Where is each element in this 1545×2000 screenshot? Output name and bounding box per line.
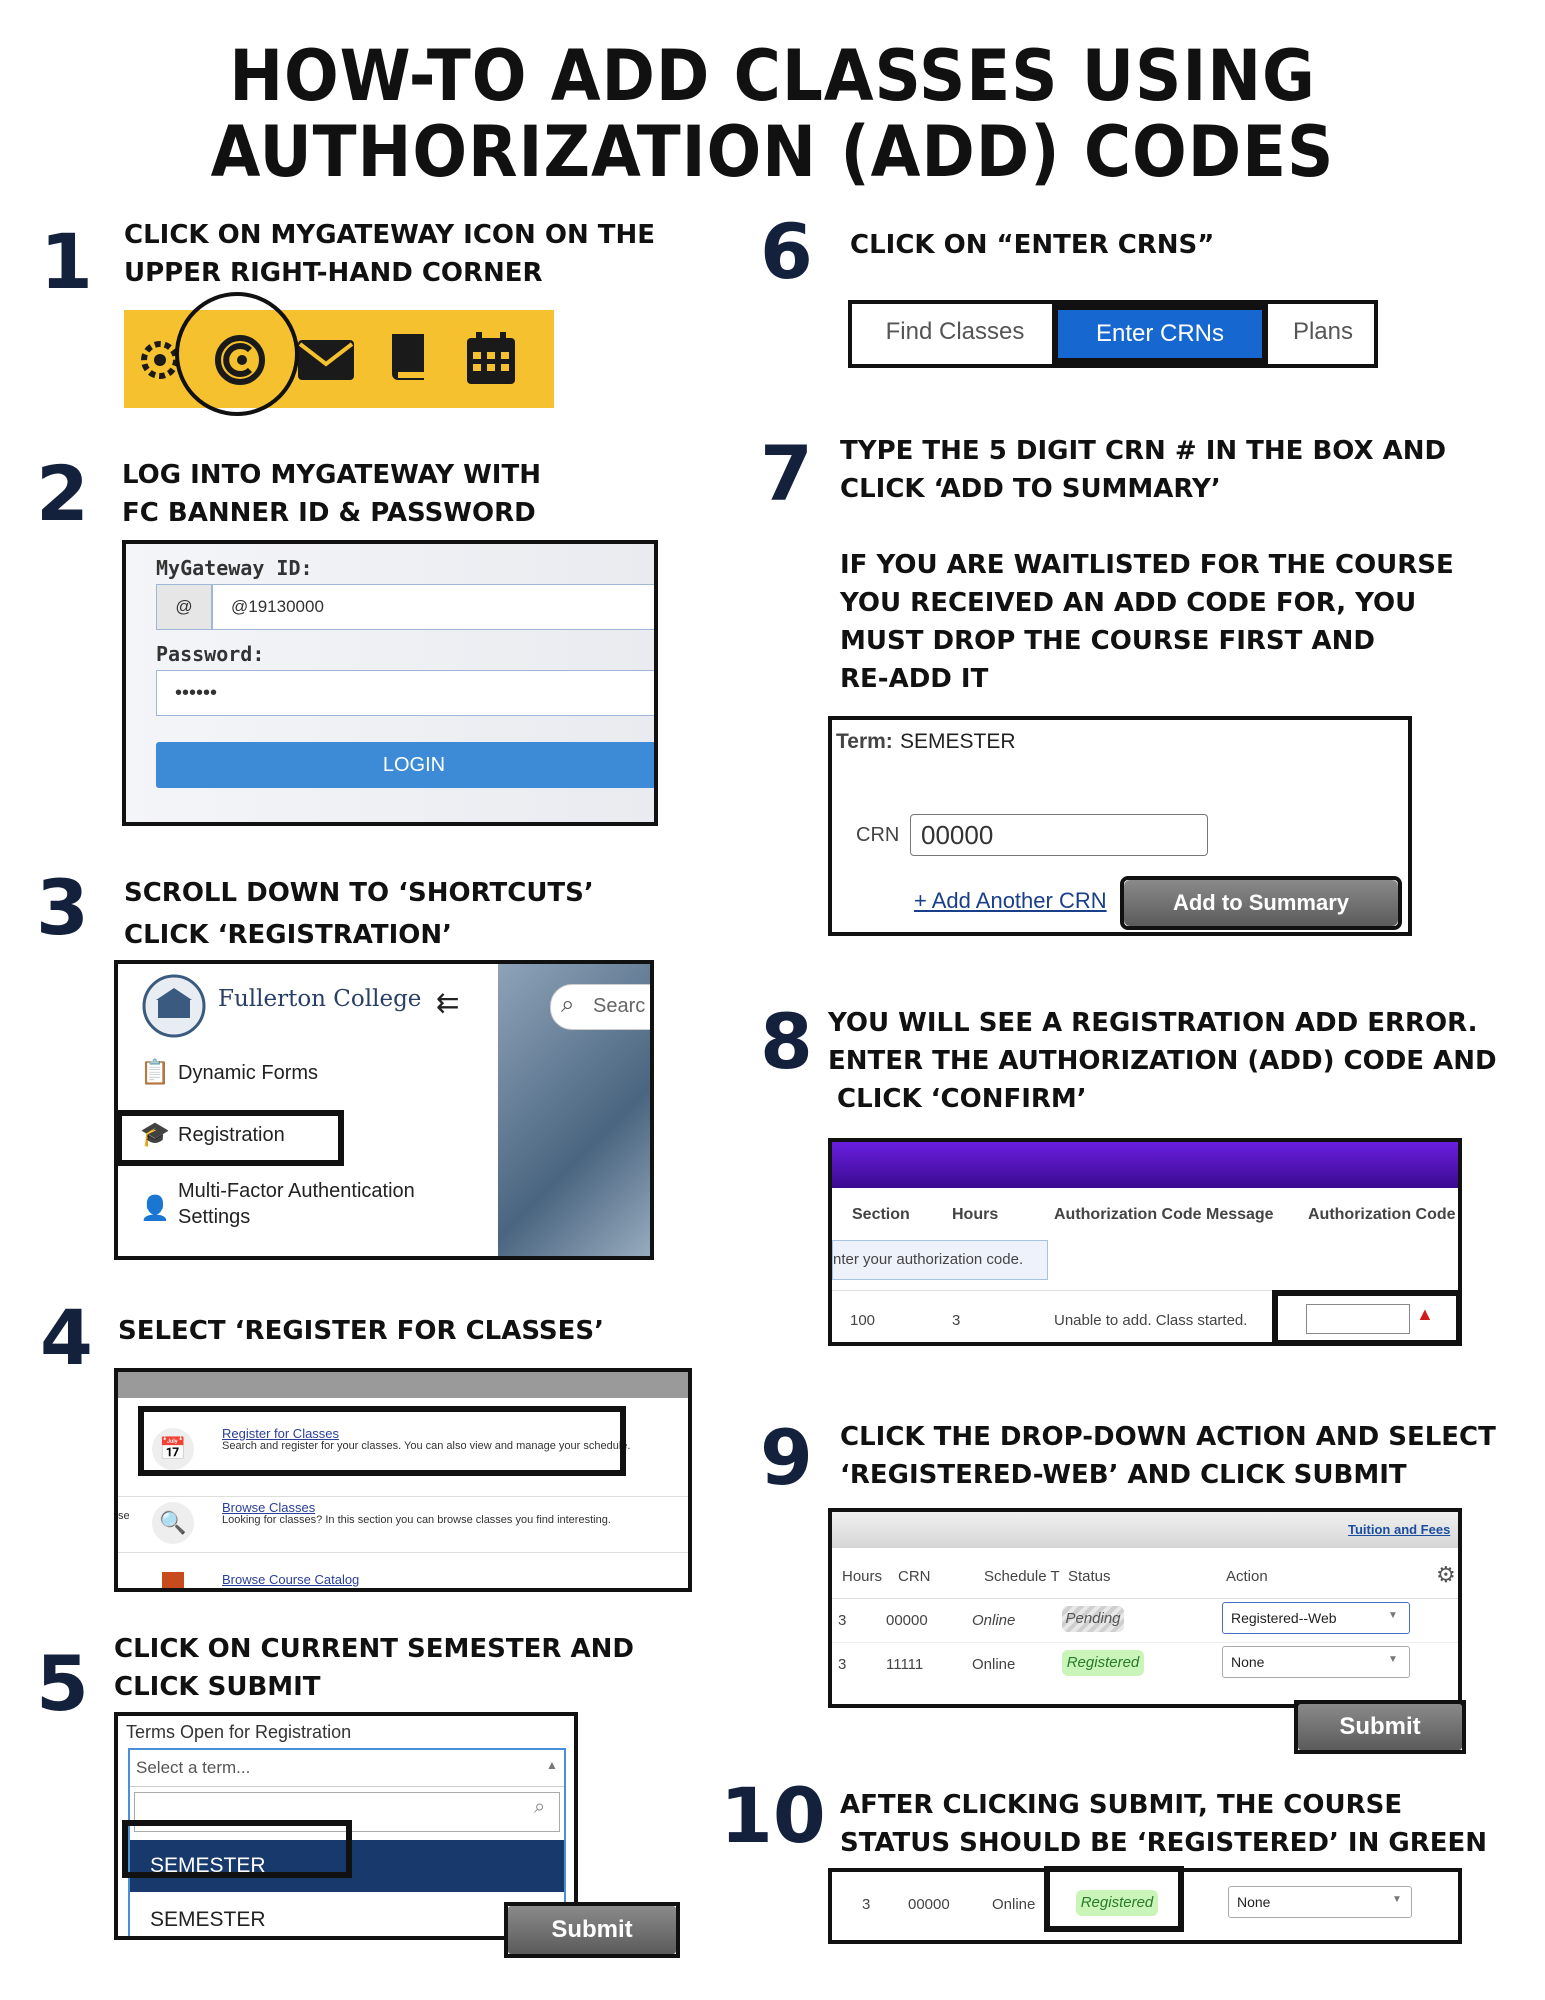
divider bbox=[832, 1598, 1462, 1599]
search-icon: ⌕ bbox=[561, 991, 575, 1018]
step-3-heading: SCROLL DOWN TO ‘SHORTCUTS’ CLICK ‘REGISTRATION’ bbox=[124, 878, 594, 950]
at-prefix: @ bbox=[156, 584, 212, 630]
graduation-cap-icon: 🎓 bbox=[140, 1121, 170, 1148]
add-summary-frame bbox=[1120, 876, 1402, 930]
step-7-heading: TYPE THE 5 DIGIT CRN # IN THE BOX AND CLICK ‘ADD TO SUMMARY’ IF YOU ARE WAITLISTED FOR THE COURSE YOU RECEIVED AN ADD CODE FOR, YOU MUST DROP THE COURSE FIRST AND RE-ADD IT bbox=[840, 436, 1454, 694]
step-2-heading: LOG INTO MYGATEWAY WITH FC BANNER ID & PASSWORD bbox=[122, 460, 541, 528]
row1-status-badge: Pending bbox=[1062, 1606, 1124, 1632]
menu-item-mfa-settings[interactable]: Settings bbox=[178, 1206, 251, 1228]
result-status-badge: Registered bbox=[1076, 1890, 1158, 1916]
clipboard-icon: 📋 bbox=[140, 1059, 170, 1086]
password-input[interactable]: •••••• bbox=[156, 670, 658, 716]
row2-action-select[interactable]: None bbox=[1222, 1646, 1410, 1678]
row2-status-badge: Registered bbox=[1062, 1650, 1144, 1676]
page-title: HOW-TO ADD CLASSES USING AUTHORIZATION (ADD) CODES bbox=[210, 35, 1335, 193]
chevron-down-icon: ▼ bbox=[1388, 1610, 1398, 1621]
row1-schedule: Online bbox=[972, 1612, 1016, 1629]
step-3-number: 3 bbox=[36, 863, 89, 952]
gear-icon[interactable]: ⚙ bbox=[1436, 1562, 1456, 1587]
login-button[interactable]: LOGIN bbox=[156, 742, 658, 788]
step-9-number: 9 bbox=[760, 1413, 813, 1502]
header-section: Section bbox=[852, 1206, 910, 1223]
catalog-icon bbox=[162, 1572, 184, 1592]
crn-entry-panel bbox=[828, 716, 1412, 936]
header-crn: CRN bbox=[898, 1568, 931, 1585]
add-to-summary-button[interactable]: Add to Summary bbox=[1124, 880, 1398, 926]
edge-text: se bbox=[118, 1510, 130, 1522]
registration-menu-panel bbox=[114, 1368, 692, 1592]
summary-panel bbox=[828, 1508, 1462, 1708]
password-label: Password: bbox=[156, 642, 265, 666]
auth-tooltip: nter your authorization code. bbox=[832, 1240, 1048, 1280]
term-label: Term: bbox=[836, 730, 893, 753]
college-seal-icon bbox=[142, 974, 206, 1038]
result-action-select[interactable]: None bbox=[1228, 1886, 1412, 1918]
row-divider bbox=[118, 1552, 692, 1553]
highlight-circle bbox=[175, 292, 299, 416]
login-panel bbox=[122, 540, 658, 826]
row2-hours: 3 bbox=[838, 1656, 847, 1673]
tab-enter-crns[interactable]: Enter CRNs bbox=[1095, 320, 1225, 347]
menu-item-dynamic-forms[interactable]: Dynamic Forms bbox=[178, 1062, 319, 1084]
tuition-fees-link[interactable]: Tuition and Fees bbox=[1348, 1522, 1451, 1537]
step-1-heading: CLICK ON MYGATEWAY ICON ON THE UPPER RIGHT-HAND CORNER bbox=[124, 220, 656, 288]
add-another-crn-link[interactable]: + Add Another CRN bbox=[914, 888, 1107, 913]
submit-button[interactable]: Submit bbox=[508, 1906, 676, 1954]
browse-classes-desc: Looking for classes? In this section you can browse classes you find interesting. bbox=[222, 1514, 611, 1526]
tab-find-classes[interactable]: Find Classes bbox=[885, 318, 1025, 345]
cell-section: 100 bbox=[850, 1312, 876, 1329]
step-10-heading: AFTER CLICKING SUBMIT, THE COURSE STATUS SHOULD BE ‘REGISTERED’ IN GREEN bbox=[840, 1790, 1488, 1858]
submit-frame bbox=[504, 1902, 680, 1958]
cell-hours: 3 bbox=[952, 1312, 961, 1329]
divider bbox=[130, 1786, 564, 1787]
step-5-number: 5 bbox=[36, 1639, 89, 1728]
row1-hours: 3 bbox=[838, 1612, 847, 1629]
step-8-number: 8 bbox=[760, 997, 813, 1086]
search-box[interactable] bbox=[550, 984, 654, 1030]
search-placeholder: Searc bbox=[593, 995, 646, 1017]
user-key-icon: 👤 bbox=[140, 1195, 170, 1222]
browse-catalog-link[interactable]: Browse Course Catalog bbox=[222, 1572, 360, 1587]
step-4-number: 4 bbox=[40, 1293, 93, 1382]
step-6-number: 6 bbox=[760, 207, 813, 296]
chevron-up-icon: ▲ bbox=[546, 1758, 558, 1772]
semester-highlight bbox=[122, 1820, 352, 1878]
step-5-heading: CLICK ON CURRENT SEMESTER AND CLICK SUBMIT bbox=[114, 1634, 634, 1702]
summary-submit-frame bbox=[1294, 1700, 1466, 1754]
crn-tabs bbox=[848, 300, 1378, 368]
panel-header bbox=[832, 1142, 1462, 1188]
mail-icon bbox=[296, 338, 356, 382]
result-hours: 3 bbox=[862, 1896, 871, 1913]
register-for-classes-desc: Search and register for your classes. You can also view and manage your schedule. bbox=[222, 1440, 631, 1452]
row2-schedule: Online bbox=[972, 1656, 1016, 1673]
row-divider bbox=[118, 1496, 692, 1497]
warning-icon: ▲ bbox=[1416, 1304, 1434, 1324]
register-for-classes-link[interactable]: Register for Classes bbox=[222, 1426, 340, 1441]
mygateway-id-input[interactable]: @19130000 bbox=[212, 584, 658, 630]
summary-submit-button[interactable]: Submit bbox=[1298, 1704, 1462, 1750]
row1-crn: 00000 bbox=[886, 1612, 928, 1629]
term-option-selected[interactable]: SEMESTER bbox=[130, 1840, 564, 1892]
divider bbox=[832, 1642, 1462, 1643]
step-1-number: 1 bbox=[40, 217, 93, 306]
step-4-heading: SELECT ‘REGISTER FOR CLASSES’ bbox=[118, 1316, 605, 1346]
step-6-heading: CLICK ON “ENTER CRNS” bbox=[850, 230, 1215, 260]
chevron-down-icon: ▼ bbox=[1392, 1894, 1402, 1905]
chevron-down-icon: ▼ bbox=[1388, 1654, 1398, 1665]
panel-header bbox=[118, 1372, 692, 1398]
crn-label: CRN bbox=[856, 824, 900, 846]
step-10-number: 10 bbox=[720, 1771, 826, 1860]
step-7-number: 7 bbox=[760, 429, 813, 518]
term-value: SEMESTER bbox=[900, 730, 1016, 753]
calendar-icon: 📅 bbox=[152, 1428, 194, 1470]
auth-code-input[interactable] bbox=[1306, 1304, 1410, 1334]
mygateway-id-label: MyGateway ID: bbox=[156, 556, 313, 580]
menu-item-mfa[interactable]: Multi-Factor Authentication bbox=[178, 1180, 415, 1202]
header-schedule: Schedule T bbox=[984, 1568, 1060, 1585]
registered-highlight bbox=[1044, 1866, 1184, 1932]
magnifier-icon: 🔍 bbox=[152, 1502, 194, 1544]
step-2-number: 2 bbox=[36, 449, 89, 538]
menu-item-registration[interactable]: Registration bbox=[178, 1124, 285, 1146]
header-action: Action bbox=[1226, 1568, 1268, 1585]
registration-highlight bbox=[116, 1110, 344, 1166]
step-9-heading: CLICK THE DROP-DOWN ACTION AND SELECT ‘REGISTERED-WEB’ AND CLICK SUBMIT bbox=[840, 1422, 1496, 1490]
term-option[interactable]: SEMESTER bbox=[150, 1908, 266, 1931]
search-icon: ⌕ bbox=[534, 1796, 546, 1818]
tab-enter-crns-frame bbox=[1052, 304, 1268, 364]
row1-action-select[interactable]: Registered--Web bbox=[1222, 1602, 1410, 1634]
college-name: Fullerton College bbox=[218, 986, 422, 1012]
header-auth-message: Authorization Code Message bbox=[1054, 1206, 1274, 1223]
crn-input[interactable]: 00000 bbox=[910, 814, 1208, 856]
result-crn: 00000 bbox=[908, 1896, 950, 1913]
select-placeholder: Select a term... bbox=[136, 1758, 251, 1777]
register-highlight bbox=[138, 1406, 626, 1476]
header-auth-code: Authorization Code bbox=[1308, 1206, 1456, 1223]
terms-label: Terms Open for Registration bbox=[126, 1722, 352, 1742]
header-status: Status bbox=[1068, 1568, 1111, 1585]
book-icon bbox=[386, 330, 430, 388]
calendar-icon bbox=[464, 330, 518, 388]
header-hours: Hours bbox=[842, 1568, 883, 1585]
tab-plans[interactable]: Plans bbox=[1292, 318, 1354, 345]
collapse-icon[interactable]: ⇇ bbox=[436, 987, 460, 1018]
header-hours: Hours bbox=[952, 1206, 999, 1223]
step-8-heading: YOU WILL SEE A REGISTRATION ADD ERROR. ENTER THE AUTHORIZATION (ADD) CODE AND CLICK ‘CONFIRM’ bbox=[828, 1008, 1497, 1114]
cell-auth-message: Unable to add. Class started. bbox=[1054, 1312, 1248, 1329]
row2-crn: 11111 bbox=[886, 1656, 924, 1673]
browse-classes-link[interactable]: Browse Classes bbox=[222, 1500, 316, 1515]
result-schedule: Online bbox=[992, 1896, 1036, 1913]
